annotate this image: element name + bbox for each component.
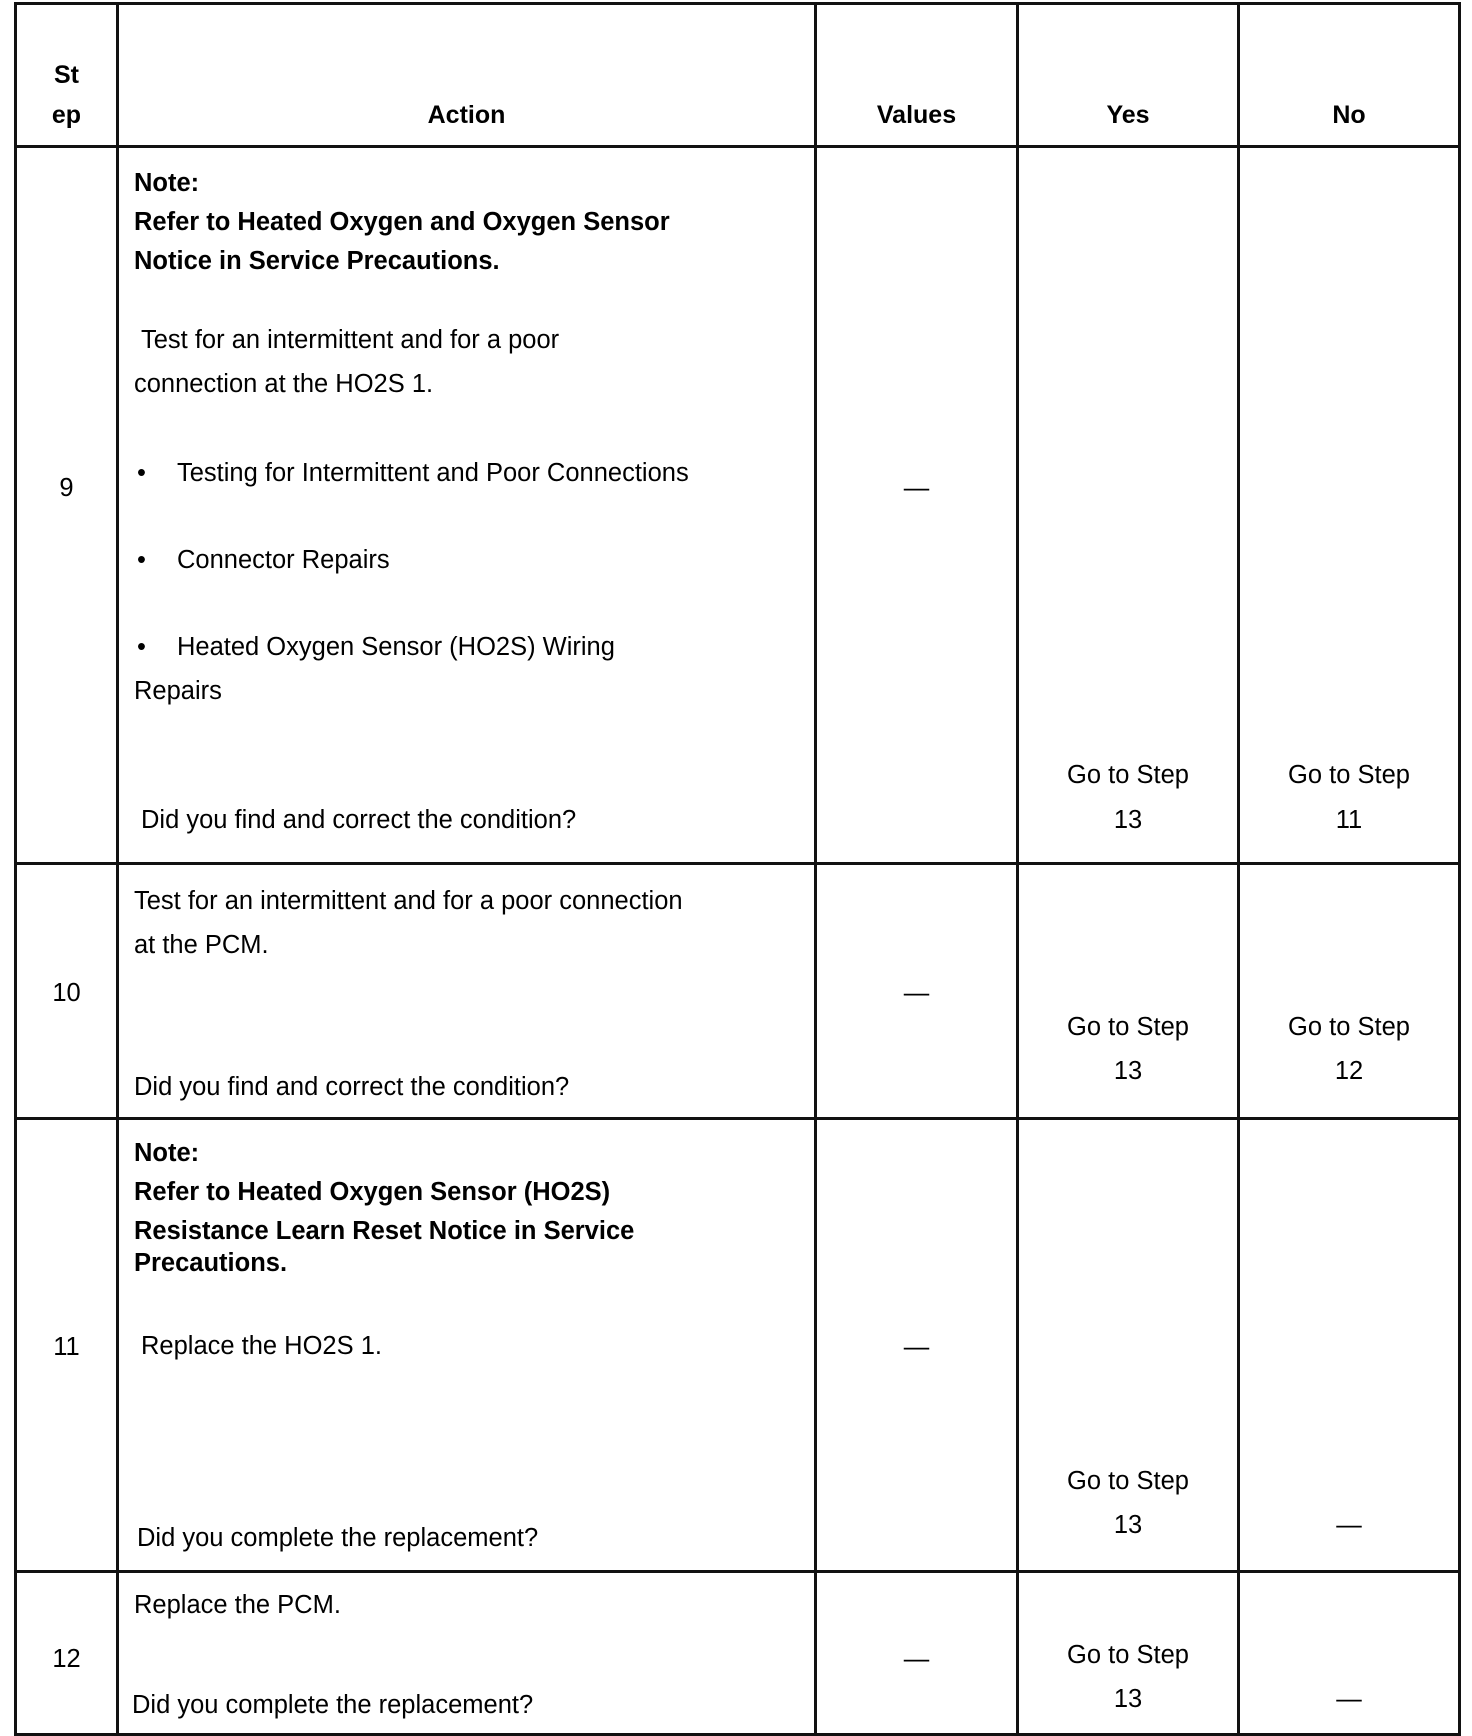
action-text: Test for an intermittent and for a poor connection [134,887,683,915]
bullet-icon: • [137,633,146,661]
yes-step: 13 [1113,1057,1143,1085]
question-text: Did you complete the replacement? [132,1691,534,1719]
question-text: Did you complete the replacement? [137,1524,539,1552]
yes-step: 13 [1113,806,1143,834]
step-cell [16,1119,118,1572]
step-number: 10 [52,979,81,1007]
yes-goto: Go to Step [1067,1467,1189,1495]
header-action: Action [118,4,816,147]
no-cell [1239,1572,1460,1735]
action-cell [118,147,816,864]
no-goto: Go to Step [1288,1013,1410,1041]
diagnostic-table [14,2,1461,1736]
no-step: 11 [1335,806,1363,834]
no-cell [1239,864,1460,1119]
yes-cell [1018,1119,1239,1572]
values-text: — [903,979,930,1007]
bullet-item: • Connector Repairs [137,538,390,582]
bullet-icon: • [137,546,146,574]
no-cell [1239,147,1460,864]
table-row [16,1572,1460,1735]
step-number: 9 [59,474,74,502]
header-yes: Yes [1018,4,1239,147]
note-label: Note: [134,1139,200,1167]
yes-cell [1018,1572,1239,1735]
no-cell [1239,1119,1460,1572]
note-text: Refer to Heated Oxygen Sensor (HO2S) [134,1178,611,1206]
action-cell [118,864,816,1119]
yes-goto: Go to Step [1067,1013,1189,1041]
no-goto: Go to Step [1288,761,1410,789]
action-text: at the PCM. [134,931,269,959]
table-row [16,147,1460,864]
table-row [16,864,1460,1119]
yes-goto: Go to Step [1067,761,1189,789]
bullet-continuation: Repairs [134,677,222,705]
action-cell [118,1119,816,1572]
yes-cell [1018,864,1239,1119]
note-text: Resistance Learn Reset Notice in Service [134,1217,635,1245]
bullet-item: • Heated Oxygen Sensor (HO2S) Wiring [137,625,615,669]
action-text: Test for an intermittent and for a poor [141,326,560,354]
action-text: connection at the HO2S 1. [134,370,434,398]
step-number: 12 [52,1645,81,1673]
note-label: Note: [134,169,200,197]
action-text: Replace the HO2S 1. [141,1332,382,1360]
action-text: Replace the PCM. [134,1591,341,1619]
no-text: — [1336,1511,1362,1539]
table-row [16,1119,1460,1572]
question-text: Did you find and correct the condition? [141,806,577,834]
values-cell [816,1119,1018,1572]
note-text: Refer to Heated Oxygen and Oxygen Sensor [134,208,670,236]
yes-goto: Go to Step [1067,1641,1189,1669]
step-cell [16,147,118,864]
values-text: — [903,1645,930,1673]
note-text: Notice in Service Precautions. [134,247,500,275]
values-cell [816,147,1018,864]
header-step: St ep [16,4,118,147]
values-text: — [903,474,930,502]
header-values: Values [816,4,1018,147]
question-text: Did you find and correct the condition? [134,1073,570,1101]
header-row [16,4,1460,147]
bullet-icon: • [137,459,146,487]
step-cell [16,1572,118,1735]
yes-step: 13 [1113,1685,1143,1713]
action-cell [118,1572,816,1735]
yes-step: 13 [1113,1511,1143,1539]
values-cell [816,1572,1018,1735]
no-step: 12 [1334,1057,1364,1085]
values-cell [816,864,1018,1119]
header-no: No [1239,4,1460,147]
no-text: — [1336,1685,1362,1713]
step-number: 11 [53,1333,80,1361]
values-text: — [903,1333,930,1361]
bullet-item: • Testing for Intermittent and Poor Connections [137,451,689,495]
step-cell [16,864,118,1119]
yes-cell [1018,147,1239,864]
note-text: Precautions. [134,1249,288,1277]
